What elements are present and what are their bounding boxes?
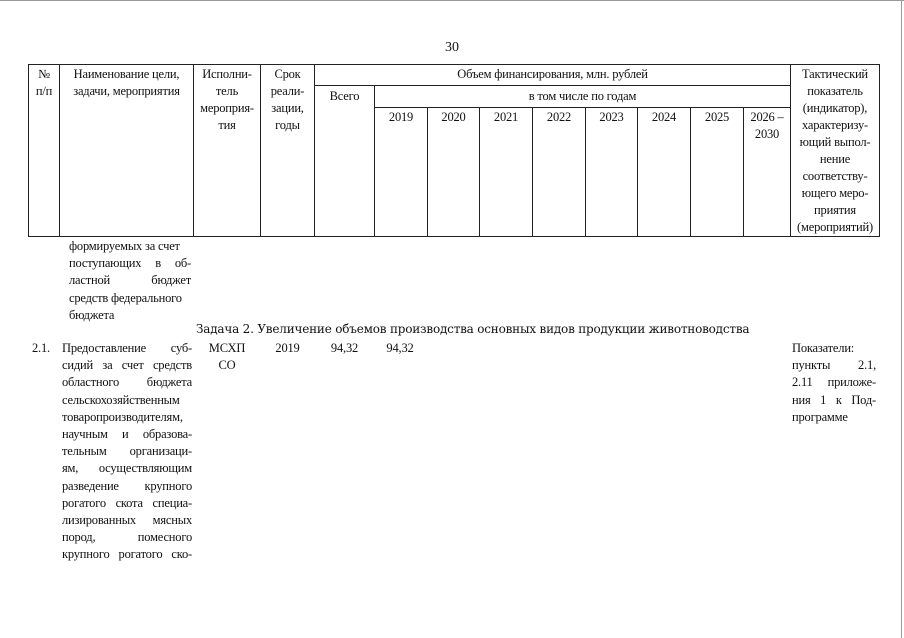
- row-name: Предоставление суб- сидий за счет средств областного бюджета сельскохозяйственным товаропроизводителям, научным и образова- тельным организаци- ям, осуществляющим разведение крупного рогатого скота специа- лизированных мясных пород, помесного крупного рогатого ско-: [62, 341, 192, 562]
- header-year-2022: 2022: [546, 110, 572, 124]
- header-year-2020: 2020: [441, 110, 466, 124]
- grid-line: [28, 64, 880, 65]
- grid-line: [690, 107, 691, 237]
- header-funding: Объем финансирования, млн. рублей: [457, 67, 648, 81]
- header-indicator: Тактический показатель (индикатор), характеризу- ющий выпол- нение соответству- ющего меро- приятия (мероприятий): [797, 67, 873, 234]
- task-heading: Задача 2. Увеличение объемов производства основных видов продукции животноводства: [196, 322, 750, 336]
- header-year-2026-2030: 2026 – 2030: [750, 110, 784, 141]
- header-table: [28, 64, 880, 237]
- continuation-text: формируемых за счет поступающих в об- ластной бюджет средств федерального бюджета: [69, 239, 191, 322]
- row-executor: МСХП СО: [208, 341, 246, 373]
- page-top-edge: [0, 0, 904, 1]
- row-year-2019: 94,32: [386, 341, 414, 355]
- grid-line: [637, 107, 638, 237]
- grid-line: [427, 107, 428, 237]
- header-year-2021: 2021: [493, 110, 519, 124]
- grid-line: [532, 107, 533, 237]
- header-year-2023: 2023: [599, 110, 624, 124]
- row-number: 2.1.: [32, 341, 50, 355]
- header-year-2025: 2025: [704, 110, 730, 124]
- row-indicator: Показатели: пункты 2.1, 2.11 приложе- ния 1 к Под- программе: [792, 341, 876, 424]
- header-num: № п/п: [35, 67, 53, 98]
- grid-line: [314, 85, 790, 86]
- page-number: 30: [445, 40, 459, 55]
- header-term: Срок реали- зации, годы: [270, 67, 305, 132]
- header-total: Всего: [329, 89, 360, 103]
- row-term: 2019: [275, 341, 300, 355]
- header-by-years: в том числе по годам: [528, 89, 637, 103]
- grid-line: [879, 64, 880, 237]
- grid-line: [479, 107, 480, 237]
- page-right-edge: [901, 0, 902, 638]
- grid-line: [374, 107, 790, 108]
- header-executor: Исполни- тель мероприя- тия: [200, 67, 254, 132]
- header-name: Наименование цели, задачи, мероприятия: [73, 67, 180, 98]
- row-total: 94,32: [330, 341, 359, 355]
- grid-line: [585, 107, 586, 237]
- grid-line: [28, 236, 880, 237]
- header-year-2024: 2024: [651, 110, 677, 124]
- header-year-2019: 2019: [388, 110, 414, 124]
- grid-line: [374, 85, 375, 237]
